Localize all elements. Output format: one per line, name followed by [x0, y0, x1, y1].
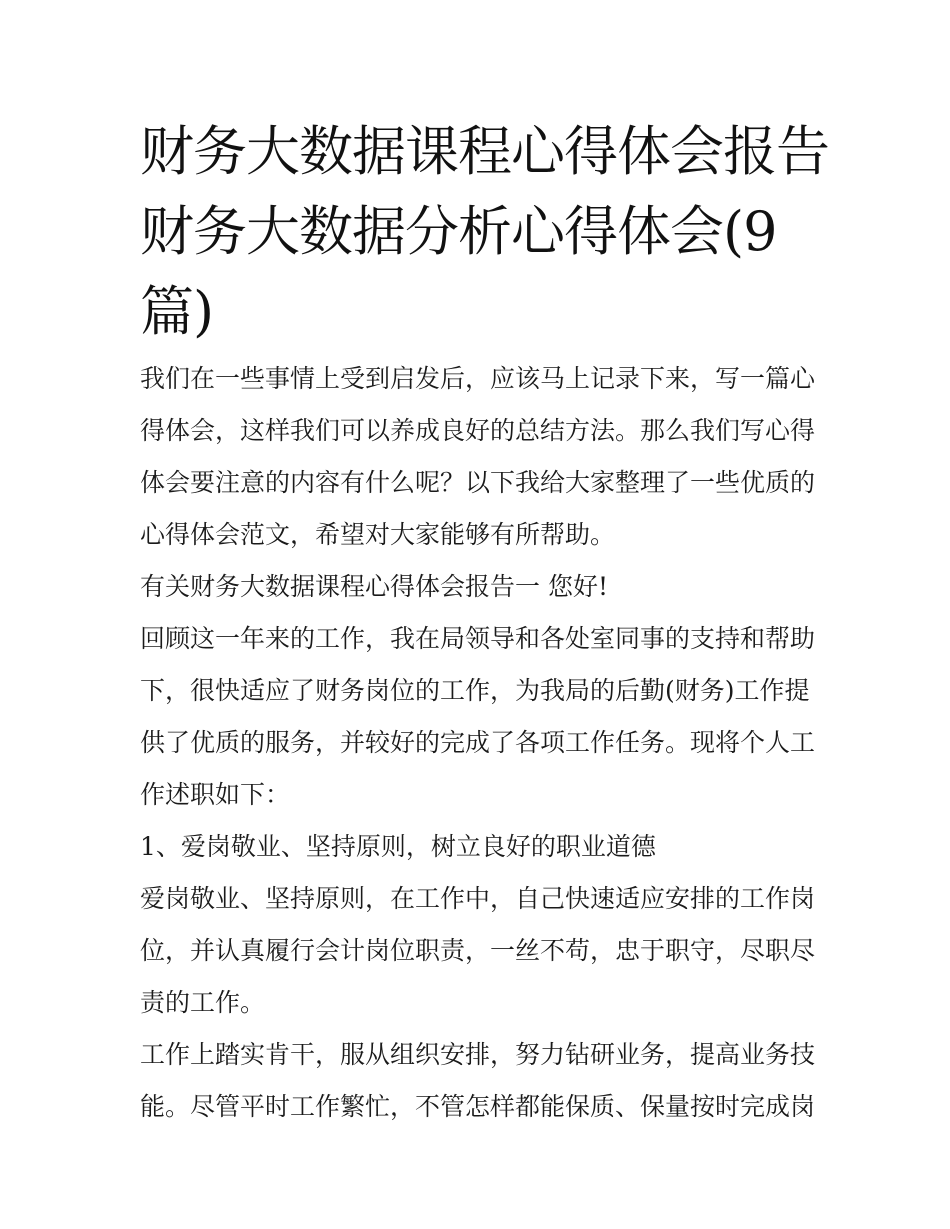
body-paragraph — [140, 1029, 820, 1133]
document-title — [140, 112, 829, 352]
body-paragraph — [140, 873, 820, 1029]
text-line: 我们在一些事情上受到启发后，应该马上记录下来，写一篇心 — [140, 364, 816, 393]
text-line: 工作上踏实肯干，服从组织安排，努力钻研业务，提高业务技 — [140, 1040, 816, 1069]
document-body — [140, 353, 820, 1133]
text-line: 下，很快适应了财务岗位的工作，为我局的后勤(财务)工作提 — [140, 676, 810, 705]
text-line: 位，并认真履行会计岗位职责，一丝不苟，忠于职守，尽职尽 — [140, 936, 816, 965]
text-line: 心得体会范文，希望对大家能够有所帮助。 — [140, 520, 616, 549]
text-line: 体会要注意的内容有什么呢？以下我给大家整理了一些优质的 — [140, 468, 816, 497]
text-line: 作述职如下： — [140, 780, 291, 809]
text-line: 1、爱岗敬业、坚持原则，树立良好的职业道德 — [140, 832, 656, 861]
title-line: 财务大数据课程心得体会报告 — [140, 120, 829, 183]
text-line: 回顾这一年来的工作，我在局领导和各处室同事的支持和帮助 — [140, 624, 816, 653]
text-line: 供了优质的服务，并较好的完成了各项工作任务。现将个人工 — [140, 728, 816, 757]
numbered-heading — [140, 821, 820, 873]
text-line: 责的工作。 — [140, 988, 266, 1017]
intro-paragraph — [140, 353, 820, 561]
title-line: 财务大数据分析心得体会(9 — [140, 200, 777, 263]
text-line: 得体会，这样我们可以养成良好的总结方法。那么我们写心得 — [140, 416, 816, 445]
title-line: 篇) — [140, 280, 214, 343]
text-line: 能。尽管平时工作繁忙，不管怎样都能保质、保量按时完成岗 — [140, 1092, 816, 1121]
text-line: 爱岗敬业、坚持原则，在工作中，自己快速适应安排的工作岗 — [140, 884, 816, 913]
text-line: 有关财务大数据课程心得体会报告一 您好! — [140, 572, 608, 601]
section-heading — [140, 561, 820, 613]
body-paragraph — [140, 613, 820, 821]
